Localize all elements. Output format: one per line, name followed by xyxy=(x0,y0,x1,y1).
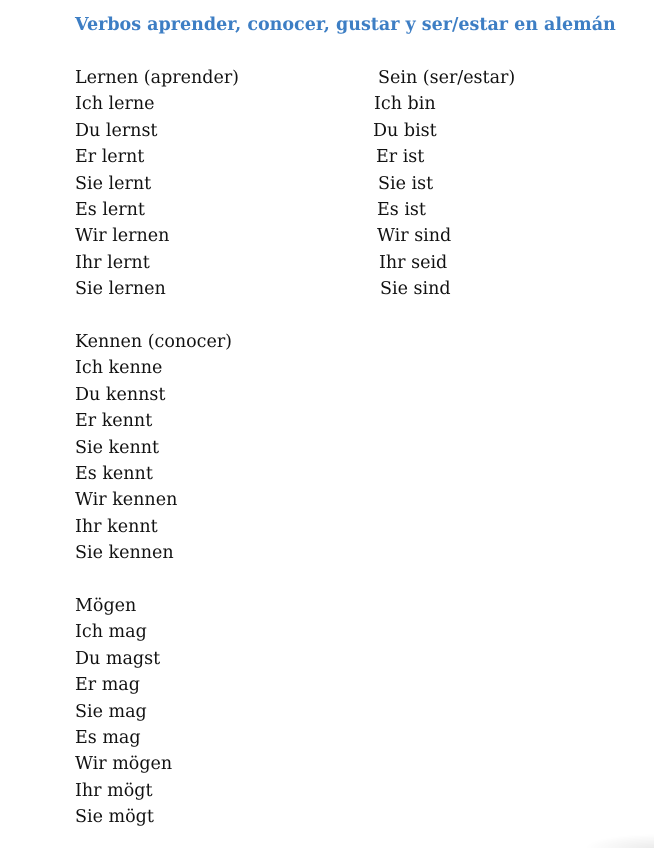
page-title: Verbos aprender, conocer, gustar y ser/estar en alemán xyxy=(75,15,616,35)
conjugation-line: Ich bin xyxy=(374,94,436,115)
conjugation-line: Ich mag xyxy=(75,622,147,643)
conjugation-line: Es lernt xyxy=(75,199,145,220)
conjugation-line: Sie lernen xyxy=(75,279,166,300)
conjugation-line: Du bist xyxy=(373,120,437,141)
conjugation-line: Wir sind xyxy=(377,226,452,247)
conjugation-line: Wir mögen xyxy=(75,754,173,775)
conjugation-line: Sie kennt xyxy=(75,437,160,458)
conjugation-line: Er ist xyxy=(376,147,425,168)
conjugation-lernen xyxy=(75,65,239,303)
conjugation-line: Sie kennen xyxy=(75,543,174,564)
conjugation-line: Er lernt xyxy=(75,147,145,168)
conjugation-line: Wir lernen xyxy=(75,226,170,247)
conjugation-line: Sie sind xyxy=(380,279,451,300)
verb-heading-kennen: Kennen (conocer) xyxy=(75,332,233,352)
conjugation-line: Ihr seid xyxy=(379,252,448,273)
conjugation-line: Ich kenne xyxy=(75,358,163,379)
conjugation-line: Du kennst xyxy=(75,384,166,405)
conjugation-line: Er mag xyxy=(75,675,140,696)
conjugation-line: Es kennt xyxy=(75,463,153,484)
conjugation-line: Wir kennen xyxy=(75,490,178,511)
conjugation-line: Sie mag xyxy=(75,701,147,722)
conjugation-line: Es ist xyxy=(377,199,426,220)
conjugation-line: Ich lerne xyxy=(75,94,155,115)
conjugation-line: Sie mögt xyxy=(75,807,154,828)
conjugation-moegen xyxy=(75,593,172,831)
conjugation-line: Sie ist xyxy=(378,173,434,194)
conjugation-line: Du magst xyxy=(75,648,161,669)
conjugation-line: Du lernst xyxy=(75,120,158,141)
conjugation-line: Ihr kennt xyxy=(75,516,158,537)
conjugation-line: Sie lernt xyxy=(75,173,152,194)
conjugation-sein xyxy=(372,65,515,303)
verb-heading-lernen: Lernen (aprender) xyxy=(75,68,240,88)
conjugation-line: Es mag xyxy=(75,727,141,748)
conjugation-line: Er kennt xyxy=(75,411,153,432)
conjugation-line: Ihr mögt xyxy=(75,780,153,801)
verb-heading-moegen: Mögen xyxy=(75,596,137,616)
page-corner-shadow xyxy=(584,834,654,848)
verb-heading-sein: Sein (ser/estar) xyxy=(378,68,516,88)
conjugation-kennen xyxy=(75,329,232,567)
conjugation-line: Ihr lernt xyxy=(75,252,150,273)
